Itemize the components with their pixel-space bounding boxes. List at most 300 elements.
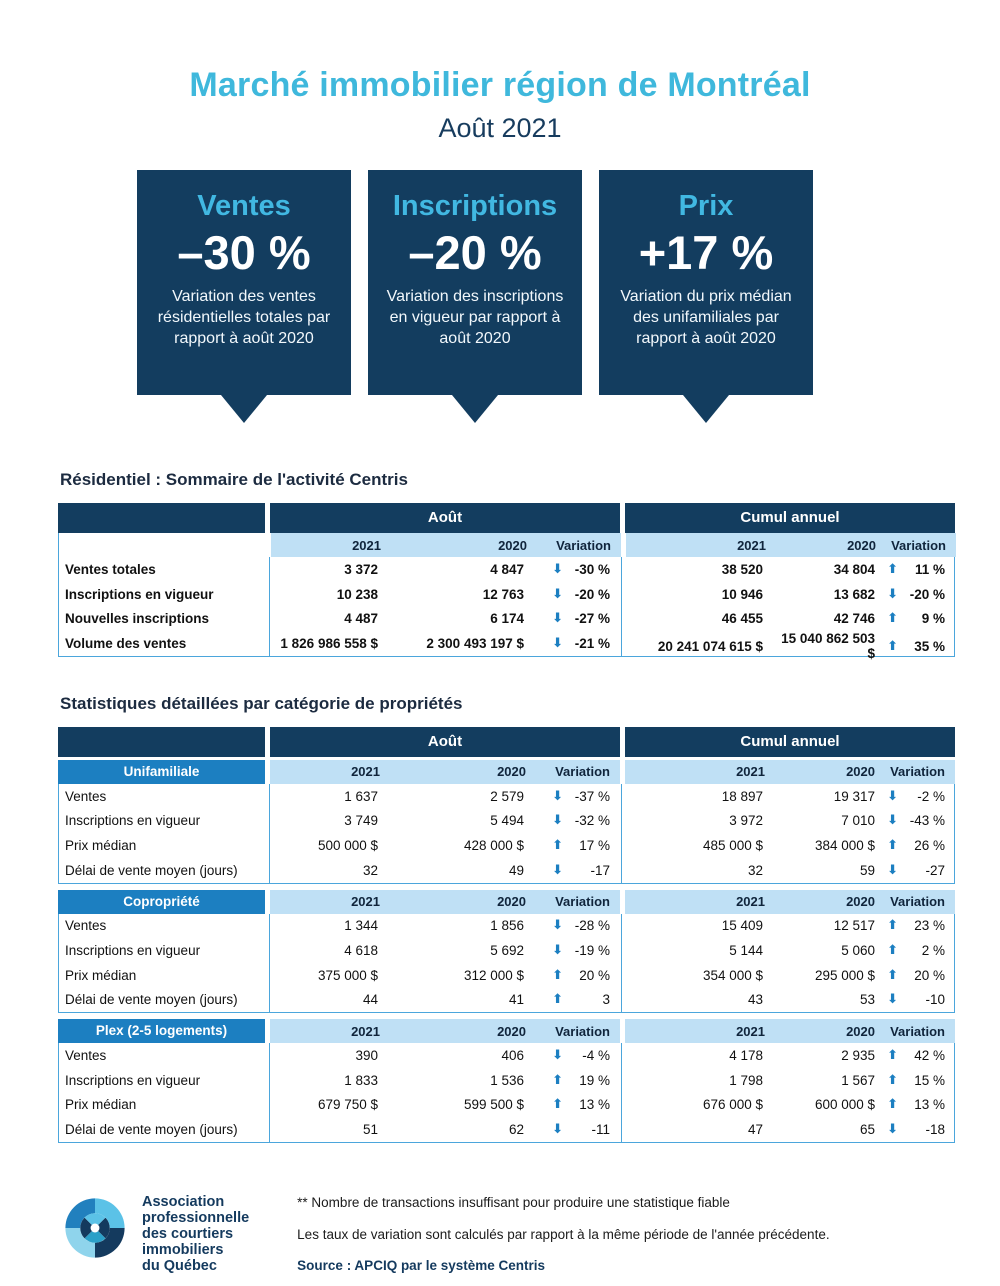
value-2020: 41 [508, 992, 524, 1008]
up-arrow-icon: ⬆ [552, 967, 563, 983]
subheader-blank-cell [59, 533, 266, 557]
variation-cell [885, 1048, 955, 1063]
august-group [269, 858, 621, 883]
variation-cell [534, 1048, 620, 1063]
summary-table-column-header [59, 533, 954, 557]
variation-cell [534, 562, 620, 577]
value-2021: 1 344 [344, 918, 378, 934]
value-2021: 390 [355, 1048, 378, 1064]
value-2021: 38 520 [721, 561, 763, 577]
variation-cell [885, 968, 955, 983]
table-row [59, 1117, 954, 1142]
cumul-group [621, 1068, 956, 1093]
variation-value: -21 % [574, 635, 610, 651]
variation-value: 3 [602, 992, 610, 1008]
org-name-line: du Québec [142, 1257, 217, 1274]
variation-value: 17 % [579, 837, 610, 853]
cumul-group [621, 938, 956, 963]
row-label: Inscriptions en vigueur [65, 813, 201, 829]
value-2020: 406 [501, 1048, 524, 1064]
cumul-group [621, 833, 956, 858]
value-2021: 485 000 $ [702, 837, 763, 853]
value-2020: 7 010 [841, 813, 875, 829]
variation-value: -19 % [574, 943, 610, 959]
row-label: Inscriptions en vigueur [65, 1072, 201, 1088]
callout-value: –30 % [177, 226, 311, 279]
variation-cell [885, 1097, 955, 1112]
cumul-group [621, 557, 956, 582]
up-arrow-icon: ⬆ [552, 1072, 563, 1088]
col-header-variation: Variation [890, 764, 945, 780]
cumul-group [621, 808, 956, 833]
value-2020: 5 060 [841, 943, 875, 959]
down-arrow-icon: ⬇ [887, 788, 898, 804]
variation-value: -27 [925, 862, 945, 878]
row-label: Inscriptions en vigueur [65, 586, 214, 602]
value-2021: 3 972 [729, 813, 763, 829]
value-2020: 62 [508, 1122, 524, 1138]
variation-value: -4 % [582, 1048, 610, 1064]
variation-cell [534, 918, 620, 933]
page-subtitle: Août 2021 [438, 113, 562, 143]
variation-value: -20 % [909, 586, 945, 602]
callout-description: Variation des inscriptions en vigueur par rapport à août 2020 [386, 288, 564, 348]
down-arrow-icon: ⬇ [552, 1048, 563, 1064]
callout-heading: Ventes [197, 190, 291, 222]
group-header-august: Août [270, 727, 620, 757]
up-arrow-icon: ⬆ [887, 943, 898, 959]
variation-value: 20 % [579, 967, 610, 983]
detail-table [58, 727, 955, 1143]
variation-value: 26 % [914, 837, 945, 853]
value-2020: 6 174 [490, 611, 524, 627]
value-2021: 500 000 $ [317, 837, 378, 853]
value-2020: 312 000 $ [463, 967, 524, 983]
value-2021: 51 [362, 1122, 378, 1138]
summary-section-title: Résidentiel : Sommaire de l'activité Centris [60, 470, 408, 489]
august-group [269, 833, 621, 858]
callout-heading: Prix [678, 190, 734, 222]
group-header-august: Août [270, 503, 620, 533]
row-label: Nouvelles inscriptions [65, 611, 210, 627]
variation-value: -37 % [574, 788, 610, 804]
value-2021: 1 826 986 558 $ [280, 635, 378, 651]
variation-cell [885, 1073, 955, 1088]
value-2021: 20 241 074 615 $ [657, 638, 763, 654]
subheader-august-cols [270, 890, 620, 914]
value-2021: 375 000 $ [317, 967, 378, 983]
august-group [269, 606, 621, 631]
august-group [269, 784, 621, 809]
down-arrow-icon: ⬇ [887, 586, 898, 602]
group-header-cumul: Cumul annuel [625, 727, 955, 757]
table-row [59, 582, 954, 607]
up-arrow-icon: ⬆ [887, 611, 898, 627]
value-2021: 15 409 [721, 918, 763, 934]
row-label: Prix médian [65, 837, 137, 853]
august-group [269, 988, 621, 1013]
up-arrow-icon: ⬆ [887, 1048, 898, 1064]
down-arrow-icon: ⬇ [552, 918, 563, 934]
subheader-cumul-cols [625, 760, 955, 784]
value-2020: 2 579 [490, 788, 524, 804]
row-label: Volume des ventes [65, 635, 187, 651]
col-header-2020: 2020 [497, 1023, 526, 1039]
row-label: Ventes [65, 1048, 107, 1064]
cumul-group [621, 1093, 956, 1118]
value-2020: 5 692 [490, 943, 524, 959]
down-arrow-icon: ⬇ [552, 862, 563, 878]
page-title: Marché immobilier région de Montréal [189, 66, 811, 104]
callout-prix [599, 170, 813, 395]
col-header-variation: Variation [555, 1023, 610, 1039]
august-group [269, 1043, 621, 1068]
up-arrow-icon: ⬆ [552, 1097, 563, 1113]
cumul-group [621, 988, 956, 1013]
callout-value: +17 % [638, 226, 774, 279]
variation-value: -2 % [917, 788, 945, 804]
variation-cell [885, 992, 955, 1007]
variation-cell [534, 1073, 620, 1088]
variation-value: 20 % [914, 967, 945, 983]
table-row [59, 1068, 954, 1093]
col-header-2020: 2020 [846, 894, 875, 909]
value-2020: 4 847 [490, 561, 524, 577]
down-arrow-icon: ⬇ [552, 943, 563, 959]
col-header-2021: 2021 [736, 764, 765, 780]
value-2021: 32 [362, 862, 378, 878]
cumul-group [621, 858, 956, 883]
variation-value: 23 % [914, 918, 945, 934]
category-rows-plex [58, 1043, 955, 1143]
variation-value: -32 % [574, 813, 610, 829]
variation-value: -43 % [909, 813, 945, 829]
callout-inscriptions [368, 170, 582, 395]
table-row [59, 557, 954, 582]
row-label: Prix médian [65, 1097, 137, 1113]
variation-cell [534, 1097, 620, 1112]
value-2020: 5 494 [490, 813, 524, 829]
col-header-variation: Variation [555, 894, 610, 909]
group-header-cumul: Cumul annuel [625, 503, 955, 533]
table-row [59, 784, 954, 809]
variation-cell [534, 863, 620, 878]
detail-table-group-header [58, 727, 955, 757]
variation-value: -10 [925, 992, 945, 1008]
variation-cell [534, 789, 620, 804]
category-header-unifamiliale [58, 760, 955, 784]
value-2021: 47 [747, 1122, 763, 1138]
value-2020: 53 [859, 992, 875, 1008]
value-2021: 3 749 [344, 813, 378, 829]
value-2020: 15 040 862 503 $ [781, 631, 875, 662]
col-header-2021: 2021 [736, 1023, 765, 1039]
variation-value: -17 [590, 862, 610, 878]
value-2021: 5 144 [729, 943, 763, 959]
summary-table-body [58, 533, 955, 662]
subheader-cumul-cols [625, 890, 955, 914]
value-2021: 10 238 [336, 586, 378, 602]
variation-cell [534, 1122, 620, 1137]
variation-cell [885, 562, 955, 577]
org-name-line: Association [142, 1194, 225, 1210]
variation-value: 11 % [914, 561, 945, 577]
down-arrow-icon: ⬇ [887, 813, 898, 829]
col-header-2021: 2021 [736, 894, 765, 909]
variation-value: -20 % [574, 586, 610, 602]
up-arrow-icon: ⬆ [887, 918, 898, 934]
col-header-variation: Variation [555, 764, 610, 780]
value-2021: 46 455 [721, 611, 763, 627]
category-header-copropriete [58, 890, 955, 914]
page-header [0, 0, 1000, 144]
august-group [269, 631, 621, 656]
callout-description: Variation du prix médian des unifamiliales par rapport à août 2020 [620, 288, 792, 348]
cumul-group [621, 784, 956, 809]
down-arrow-icon: ⬇ [552, 635, 563, 651]
header-blank-cell [58, 727, 265, 757]
cumul-group [621, 914, 956, 939]
variation-cell [885, 943, 955, 958]
org-name-line: immobiliers [142, 1241, 224, 1258]
cumul-group [621, 1043, 956, 1068]
org-name-line: des courtiers [142, 1225, 234, 1242]
value-2021: 18 897 [721, 788, 763, 804]
row-label: Délai de vente moyen (jours) [65, 992, 238, 1008]
value-2021: 44 [362, 992, 378, 1008]
value-2020: 1 567 [841, 1072, 875, 1088]
col-header-2021: 2021 [737, 537, 766, 553]
row-label: Inscriptions en vigueur [65, 943, 201, 959]
value-2020: 65 [859, 1122, 875, 1138]
down-arrow-icon: ⬇ [552, 561, 563, 577]
row-label: Délai de vente moyen (jours) [65, 862, 238, 878]
up-arrow-icon: ⬆ [887, 1072, 898, 1088]
variation-value: 35 % [914, 638, 945, 654]
value-2020: 42 746 [833, 611, 875, 627]
highlight-callouts [137, 170, 1000, 395]
footnote-variation-method: Les taux de variation sont calculés par rapport à la même période de l'année précédente. [297, 1227, 830, 1242]
value-2021: 3 372 [344, 561, 378, 577]
row-label: Ventes totales [65, 561, 156, 577]
category-name: Copropriété [58, 890, 265, 914]
august-group [269, 1117, 621, 1142]
august-group [269, 582, 621, 607]
value-2020: 1 536 [490, 1072, 524, 1088]
row-label: Délai de vente moyen (jours) [65, 1122, 238, 1138]
col-header-variation: Variation [890, 894, 945, 909]
value-2021: 32 [747, 862, 763, 878]
value-2020: 1 856 [490, 918, 524, 934]
col-header-2020: 2020 [846, 1023, 875, 1039]
down-arrow-icon: ⬇ [887, 862, 898, 878]
value-2020: 599 500 $ [463, 1097, 524, 1113]
source-line: Source : APCIQ par le système Centris [297, 1258, 546, 1273]
value-2021: 4 487 [344, 611, 378, 627]
value-2021: 354 000 $ [702, 967, 763, 983]
down-arrow-icon: ⬇ [552, 1122, 563, 1138]
row-label: Ventes [65, 788, 107, 804]
up-arrow-icon: ⬆ [887, 967, 898, 983]
value-2021: 1 637 [344, 788, 378, 804]
footnote-insufficient-transactions: ** Nombre de transactions insuffisant pour produire une statistique fiable [297, 1195, 730, 1210]
table-row [59, 1093, 954, 1118]
variation-cell [885, 611, 955, 626]
cumul-group [621, 582, 956, 607]
august-group [269, 938, 621, 963]
table-row [59, 808, 954, 833]
up-arrow-icon: ⬆ [887, 638, 898, 654]
down-arrow-icon: ⬇ [552, 586, 563, 602]
variation-cell [534, 813, 620, 828]
variation-value: -27 % [574, 611, 610, 627]
summary-table [58, 503, 955, 662]
callout-value: –20 % [408, 226, 542, 279]
subheader-august-cols [270, 1019, 620, 1043]
col-header-2021: 2021 [352, 537, 381, 553]
cumul-group [621, 631, 956, 662]
detail-section-title: Statistiques détaillées par catégorie de propriétés [60, 693, 463, 713]
down-arrow-icon: ⬇ [887, 992, 898, 1008]
table-row [59, 938, 954, 963]
up-arrow-icon: ⬆ [887, 837, 898, 853]
category-rows-copropriete [58, 914, 955, 1014]
variation-value: 19 % [579, 1072, 610, 1088]
variation-value: -28 % [574, 918, 610, 934]
value-2020: 13 682 [833, 586, 875, 602]
value-2020: 428 000 $ [463, 837, 524, 853]
value-2020: 12 763 [482, 586, 524, 602]
down-arrow-icon: ⬇ [552, 788, 563, 804]
col-header-2021: 2021 [351, 894, 380, 909]
org-name [142, 1195, 249, 1275]
table-row [59, 606, 954, 631]
value-2021: 679 750 $ [317, 1097, 378, 1113]
subheader-august-cols [271, 533, 621, 557]
august-group [269, 1068, 621, 1093]
up-arrow-icon: ⬆ [887, 561, 898, 577]
variation-cell [534, 943, 620, 958]
down-arrow-icon: ⬇ [552, 813, 563, 829]
col-header-2021: 2021 [351, 764, 380, 780]
august-group [269, 1093, 621, 1118]
col-header-2020: 2020 [847, 537, 876, 553]
callout-heading: Inscriptions [392, 190, 558, 222]
category-header-plex [58, 1019, 955, 1043]
value-2020: 59 [859, 862, 875, 878]
category-name: Unifamiliale [58, 760, 265, 784]
value-2021: 676 000 $ [702, 1097, 763, 1113]
subheader-cumul-cols [626, 533, 956, 557]
value-2021: 4 178 [729, 1048, 763, 1064]
variation-value: -11 [591, 1122, 610, 1138]
variation-cell [885, 813, 955, 828]
variation-cell [885, 1122, 955, 1137]
variation-cell [534, 636, 620, 651]
down-arrow-icon: ⬇ [887, 1122, 898, 1138]
apciq-logo [58, 1191, 249, 1275]
table-row [59, 914, 954, 939]
col-header-variation: Variation [891, 537, 946, 553]
variation-cell [885, 639, 955, 654]
col-header-2020: 2020 [497, 764, 526, 780]
summary-table-group-header [58, 503, 955, 533]
cumul-group [621, 963, 956, 988]
variation-cell [534, 992, 620, 1007]
variation-cell [885, 587, 955, 602]
variation-value: 15 % [914, 1072, 945, 1088]
up-arrow-icon: ⬆ [887, 1097, 898, 1113]
variation-value: 13 % [579, 1097, 610, 1113]
variation-cell [534, 838, 620, 853]
page-footer [58, 1191, 1000, 1275]
variation-cell [885, 838, 955, 853]
category-name: Plex (2-5 logements) [58, 1019, 265, 1043]
value-2020: 600 000 $ [814, 1097, 875, 1113]
col-header-variation: Variation [890, 1023, 945, 1039]
table-row [59, 631, 954, 662]
value-2021: 43 [747, 992, 763, 1008]
down-arrow-icon: ⬇ [552, 611, 563, 627]
col-header-2020: 2020 [498, 537, 527, 553]
value-2021: 10 946 [721, 586, 763, 602]
variation-value: 42 % [914, 1048, 945, 1064]
cumul-group [621, 606, 956, 631]
row-label: Prix médian [65, 967, 137, 983]
row-label: Ventes [65, 918, 107, 934]
variation-cell [885, 863, 955, 878]
august-group [269, 808, 621, 833]
up-arrow-icon: ⬆ [552, 837, 563, 853]
category-rows-unifamiliale [58, 784, 955, 884]
value-2020: 2 935 [841, 1048, 875, 1064]
variation-value: 2 % [921, 943, 945, 959]
table-row [59, 1043, 954, 1068]
august-group [269, 557, 621, 582]
footnotes [297, 1195, 897, 1275]
subheader-august-cols [270, 760, 620, 784]
header-blank-cell [58, 503, 265, 533]
variation-value: -18 [925, 1122, 945, 1138]
value-2020: 49 [508, 862, 524, 878]
value-2020: 12 517 [833, 918, 875, 934]
col-header-2021: 2021 [351, 1023, 380, 1039]
august-group [269, 914, 621, 939]
variation-value: 9 % [921, 611, 945, 627]
table-row [59, 988, 954, 1013]
variation-cell [534, 587, 620, 602]
up-arrow-icon: ⬆ [552, 992, 563, 1008]
value-2020: 295 000 $ [814, 967, 875, 983]
value-2021: 1 798 [729, 1072, 763, 1088]
callout-description: Variation des ventes résidentielles totales par rapport à août 2020 [157, 288, 331, 348]
value-2020: 34 804 [833, 561, 875, 577]
col-header-2020: 2020 [846, 764, 875, 780]
table-row [59, 833, 954, 858]
subheader-cumul-cols [625, 1019, 955, 1043]
value-2020: 2 300 493 197 $ [426, 635, 524, 651]
table-row [59, 963, 954, 988]
value-2021: 4 618 [344, 943, 378, 959]
org-name-line: professionnelle [142, 1209, 250, 1226]
variation-value: -30 % [574, 561, 610, 577]
variation-cell [534, 968, 620, 983]
table-row [59, 858, 954, 883]
value-2021: 1 833 [344, 1072, 378, 1088]
callout-ventes [137, 170, 351, 395]
variation-cell [534, 611, 620, 626]
col-header-variation: Variation [556, 537, 611, 553]
